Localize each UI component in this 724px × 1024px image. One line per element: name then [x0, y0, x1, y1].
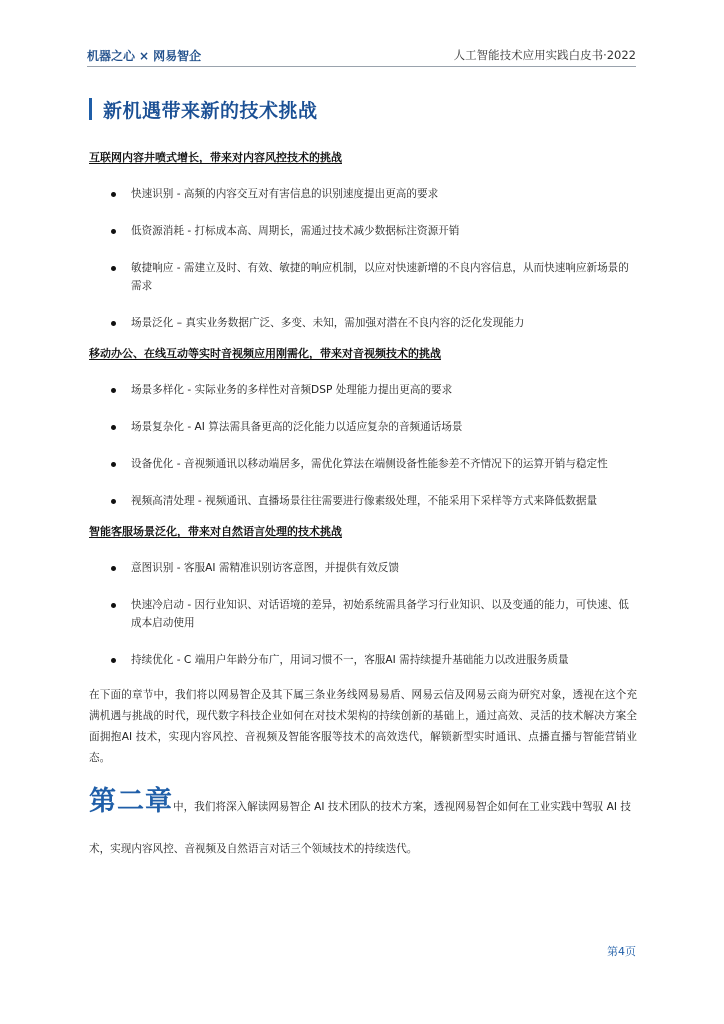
list-item [89, 492, 637, 510]
list-item-text: 意图识别 - 客服AI 需精准识别访客意图，并提供有效反馈 [131, 562, 399, 574]
list-item-text: 视频高清处理 - 视频通讯、直播场景往往需要进行像素级处理，不能采用下采样等方式来降低数据量 [131, 495, 598, 507]
bullet-icon [111, 229, 116, 234]
bullet-list [89, 185, 637, 332]
list-item [89, 259, 637, 295]
bullet-icon [111, 462, 116, 467]
bullet-icon [111, 425, 116, 430]
list-item [89, 185, 637, 203]
list-item [89, 596, 637, 632]
list-item [89, 418, 637, 436]
group-heading: 互联网内容井喷式增长，带来对内容风控技术的挑战 [89, 151, 342, 164]
page-header [87, 44, 636, 67]
list-item [89, 222, 637, 240]
brand-separator: × [139, 49, 150, 63]
intro-paragraph: 在下面的章节中，我们将以网易智企及其下属三条业务线网易易盾、网易云信及网易云商为研究对象，透视在这个充满机遇与挑战的时代，现代数字科技企业如何在对技术架构的持续创新的基础上，通过高效、灵活的技术解决方案全面拥抱AI 技术，实现内容风控、音视频及智能客服等技术的高效迭代，解锁新型实时通讯、点播直播与智能营销业态。 [89, 689, 637, 764]
bullet-list [89, 559, 637, 669]
list-item-text: 场景泛化 – 真实业务数据广泛、多变、未知，需加强对潜在不良内容的泛化发现能力 [131, 317, 525, 329]
bullet-list [89, 381, 637, 510]
list-item-text: 敏捷响应 - 需建立及时、有效、敏捷的响应机制，以应对快速新增的不良内容信息，从而快速响应新场景的需求 [131, 262, 629, 292]
bullet-icon [111, 192, 116, 197]
list-item [89, 314, 637, 332]
bullet-icon [111, 499, 116, 504]
main-content [89, 150, 637, 870]
list-item-text: 快速冷启动 - 因行业知识、对话语境的差异，初始系统需具备学习行业知识、以及变通的能力，可快速、低成本启动使用 [131, 599, 629, 629]
section-title [89, 98, 318, 120]
list-item-text: 场景多样化 - 实际业务的多样性对音频DSP 处理能力提出更高的要求 [131, 384, 453, 396]
bullet-icon [111, 266, 116, 271]
chapter-paragraph [89, 781, 637, 870]
chapter-label: 第二章 [89, 786, 173, 817]
brand-right: 网易智企 [153, 49, 202, 63]
document-title: 人工智能技术应用实践白皮书·2022 [453, 48, 636, 62]
title-accent-bar [89, 98, 92, 120]
chapter-text: 中，我们将深入解读网易智企 AI 技术团队的技术方案，透视网易智企如何在工业实践中驾驭 AI 技术，实现内容风控、音视频及自然语言对话三个领域技术的持续迭代。 [89, 801, 631, 855]
list-item [89, 381, 637, 399]
bullet-icon [111, 658, 116, 663]
list-item-text: 低资源消耗 - 打标成本高、周期长，需通过技术减少数据标注资源开销 [131, 225, 460, 237]
list-item [89, 455, 637, 473]
bullet-icon [111, 388, 116, 393]
list-item-text: 快速识别 - 高频的内容交互对有害信息的识别速度提出更高的要求 [131, 188, 439, 200]
list-item [89, 651, 637, 669]
list-item-text: 设备优化 - 音视频通讯以移动端居多，需优化算法在端侧设备性能参差不齐情况下的运算开销与稳定性 [131, 458, 608, 470]
list-item-text: 场景复杂化 - AI 算法需具备更高的泛化能力以适应复杂的音频通话场景 [131, 421, 463, 433]
brand-left: 机器之心 [87, 49, 136, 63]
brand-logo [87, 47, 201, 64]
bullet-icon [111, 603, 116, 608]
bullet-icon [111, 566, 116, 571]
section-title-text: 新机遇带来新的技术挑战 [103, 99, 318, 122]
group-heading: 智能客服场景泛化，带来对自然语言处理的技术挑战 [89, 525, 342, 538]
group-heading: 移动办公、在线互动等实时音视频应用刚需化，带来对音视频技术的挑战 [89, 347, 441, 360]
bullet-icon [111, 321, 116, 326]
page-number: 第4页 [607, 945, 636, 958]
list-item [89, 559, 637, 577]
list-item-text: 持续优化 - C 端用户年龄分布广，用词习惯不一，客服AI 需持续提升基础能力以改进服务质量 [131, 654, 569, 666]
